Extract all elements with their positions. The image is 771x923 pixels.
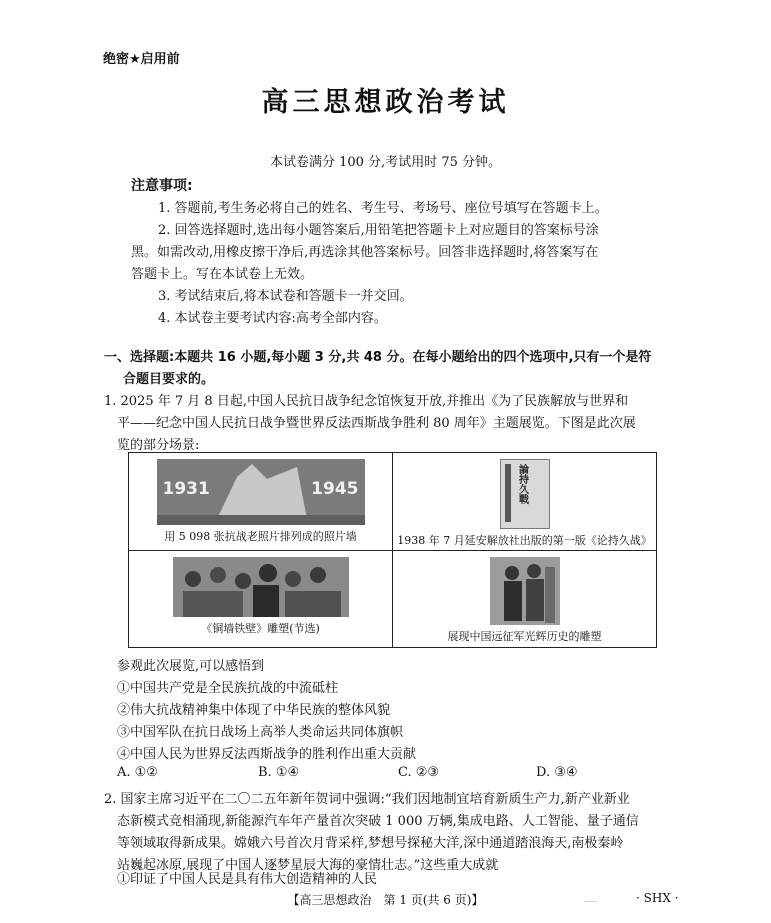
figure-caption: 《铜墙铁壁》雕塑(节选) bbox=[201, 622, 320, 635]
relief-graphic bbox=[173, 557, 349, 617]
figure-caption: 1938 年 7 月延安解放社出版的第一版《论持久战》 bbox=[397, 534, 652, 547]
notice-line: 答题卡上。写在本试卷上无效。 bbox=[131, 267, 314, 282]
question-2-stem: 站巍起冰原,展现了中国人逐梦星辰大海的豪情壮志。”这些重大成就 bbox=[117, 858, 499, 873]
question-1-statement: ④中国人民为世界反法西斯战争的胜利作出重大贡献 bbox=[117, 747, 417, 762]
figure-caption: 用 5 098 张抗战老照片排列成的照片墙 bbox=[164, 530, 357, 543]
question-1-lead: 参观此次展览,可以感悟到 bbox=[117, 659, 265, 674]
question-2-stem: 态新模式竞相涌现,新能源汽车年产量首次突破 1 000 万辆,集成电路、人工智能、量子通信 bbox=[117, 814, 639, 829]
notice-line: 3. 考试结束后,将本试卷和答题卡一并交回。 bbox=[158, 289, 413, 304]
book-cover-image bbox=[500, 459, 550, 529]
option-d: D. ③④ bbox=[536, 765, 578, 780]
question-1-stem: 平——纪念中国人民抗日战争暨世界反法西斯战争胜利 80 周年》主题展览。下图是此次展 bbox=[117, 416, 636, 431]
expedition-army-sculpture-image bbox=[490, 557, 560, 625]
notice-line: 4. 本试卷主要考试内容:高考全部内容。 bbox=[158, 311, 387, 326]
question-1-statement: ③中国军队在抗日战场上高举人类命运共同体旗帜 bbox=[117, 725, 404, 740]
question-1-stem: 览的部分场景: bbox=[117, 438, 200, 453]
photo-year-right: 1945 bbox=[311, 479, 359, 499]
option-b: B. ①④ bbox=[258, 765, 300, 780]
question-2-stem: 等领域取得新成果。嫦娥六号首次月背采样,梦想号探秘大洋,深中通道踏浪海天,南极秦岭 bbox=[117, 836, 624, 851]
question-1-stem: 1. 2025 年 7 月 8 日起,中国人民抗日战争纪念馆恢复开放,并推出《为了民族解放与世界和 bbox=[104, 394, 629, 409]
question-2-statement: ①印证了中国人民是具有伟大创造精神的人民 bbox=[117, 872, 378, 887]
figure-caption: 展现中国远征军光辉历史的雕塑 bbox=[447, 630, 602, 643]
book-spine-mark bbox=[505, 464, 511, 522]
section-heading-cont: 合题目要求的。 bbox=[123, 372, 215, 387]
figure-cell bbox=[393, 453, 657, 551]
section-heading: 一、选择题:本题共 16 小题,每小题 3 分,共 48 分。在每小题给出的四个选项中,只有一个是符 bbox=[104, 350, 652, 365]
photo-wall-image bbox=[157, 459, 365, 525]
question-1-statement: ①中国共产党是全民族抗战的中流砥柱 bbox=[117, 681, 339, 696]
option-c: C. ②③ bbox=[398, 765, 440, 780]
page-footer: 【高三思想政治 第 1 页(共 6 页)】 bbox=[287, 893, 484, 907]
figure-cell bbox=[393, 551, 657, 648]
question-1-statement: ②伟大抗战精神集中体现了中华民族的整体风貌 bbox=[117, 703, 391, 718]
figure-cell bbox=[129, 453, 393, 551]
expedition-graphic bbox=[490, 557, 560, 625]
notice-heading: 注意事项: bbox=[131, 178, 193, 194]
photo-year-left: 1931 bbox=[162, 479, 210, 499]
notice-line: 黑。如需改动,用橡皮擦干净后,再选涂其他答案标号。回答非选择题时,将答案写在 bbox=[131, 245, 599, 260]
notice-line: 1. 答题前,考生务必将自己的姓名、考生号、考场号、座位号填写在答题卡上。 bbox=[158, 201, 608, 216]
exhibition-figure-table bbox=[128, 452, 657, 648]
question-2-stem: 2. 国家主席习近平在二〇二五年新年贺词中强调:“我们因地制宜培育新质生产力,新产业新业 bbox=[104, 792, 630, 807]
confidential-label: 绝密★启用前 bbox=[103, 52, 180, 67]
sculpture-relief-image bbox=[173, 557, 349, 617]
paper-code: · SHX · bbox=[636, 891, 679, 905]
exam-title: 高三思想政治考试 bbox=[261, 87, 510, 118]
book-title-text: 論持久戰 bbox=[516, 464, 528, 504]
footer-dash: ___ bbox=[585, 893, 597, 902]
notice-line: 2. 回答选择题时,选出每小题答案后,用铅笔把答题卡上对应题目的答案标号涂 bbox=[158, 223, 599, 238]
exam-subtitle: 本试卷满分 100 分,考试用时 75 分钟。 bbox=[269, 155, 502, 170]
option-a: A. ①② bbox=[117, 765, 158, 780]
figure-cell bbox=[129, 551, 393, 648]
